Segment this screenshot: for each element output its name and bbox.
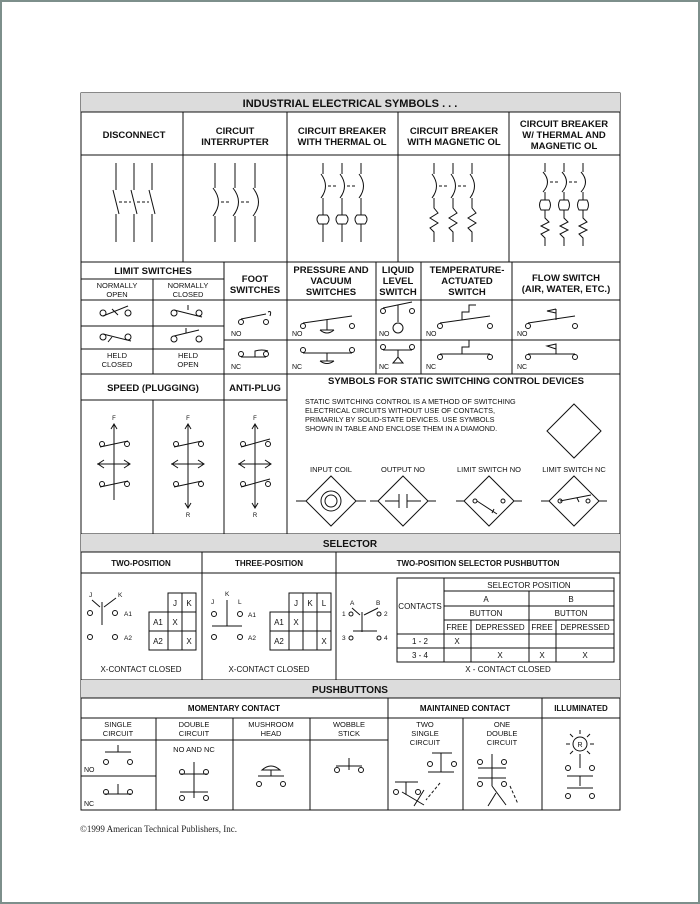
label-k-1: K — [118, 592, 123, 599]
label-one-double-3: CIRCUIT — [486, 738, 518, 747]
pressure-switch-no-symbol — [301, 316, 355, 333]
th-a: A — [483, 595, 489, 604]
label-selector: SELECTOR — [322, 539, 378, 550]
label-3-3: 3 — [342, 635, 346, 642]
limit-switch-held-closed-symbol — [100, 334, 131, 342]
label-double-circuit-1: DOUBLE — [178, 720, 210, 729]
label-two-single-2: SINGLE — [411, 729, 439, 738]
label-circuit-interrupter-1: CIRCUIT — [215, 126, 255, 137]
label-a1-1: A1 — [124, 611, 132, 618]
label-x-contact-closed-1: X-CONTACT CLOSED — [100, 665, 182, 674]
label-three-position: THREE-POSITION — [234, 559, 304, 568]
label-cb-thermal-2: WITH THERMAL OL — [297, 137, 387, 148]
label-liquid-2: LEVEL — [382, 276, 414, 287]
pushbutton-illuminated-symbol — [566, 730, 595, 799]
label-j-1: J — [89, 592, 93, 599]
limit-switch-no-symbol — [100, 306, 131, 316]
label-a-3: A — [350, 600, 355, 607]
label-foot-nc: NC — [231, 364, 242, 371]
label-pb-nc: NC — [84, 801, 95, 808]
speed-plugging-symbol-1 — [97, 416, 130, 500]
static-desc-4: SHOWN IN TABLE AND ENCLOSE THEM IN A DIAMOND. — [305, 424, 498, 433]
label-normally-closed-1: NORMALLY — [167, 281, 209, 290]
flow-switch-nc-symbol — [526, 344, 578, 360]
label-one-double-1: ONE — [493, 720, 511, 729]
label-static-title: SYMBOLS FOR STATIC SWITCHING CONTROL DEVICES — [328, 376, 584, 387]
label-two-single-3: CIRCUIT — [409, 738, 441, 747]
limit-switch-held-open-symbol — [171, 328, 202, 342]
label-normally-open-2: OPEN — [106, 290, 128, 299]
th-depressed-b: DEPRESSED — [560, 623, 610, 632]
label-liquid-1: LIQUID — [381, 265, 415, 276]
label-a1-2: A1 — [248, 612, 256, 619]
label-x-contact-closed-3: X - CONTACT CLOSED — [465, 665, 551, 674]
cell-x-1: X — [172, 618, 178, 627]
pushbutton-mushroom-symbol — [257, 766, 286, 787]
label-mushroom-1: MUSHROOM — [248, 720, 294, 729]
label-cb-magnetic-2: WITH MAGNETIC OL — [407, 137, 501, 148]
label-r-2: R — [185, 513, 191, 519]
label-speed-plugging: SPEED (PLUGGING) — [107, 383, 199, 394]
label-f-3: F — [253, 416, 257, 422]
cell-a1-1: A1 — [153, 618, 163, 627]
copyright-footer: ©1999 American Technical Publishers, Inc. — [80, 824, 238, 834]
label-liquid-3: SWITCH — [379, 287, 417, 298]
label-a2-1: A2 — [124, 635, 132, 642]
cb-thermal-magnetic-symbol — [540, 163, 589, 246]
th-b: B — [568, 595, 574, 604]
label-limit-switches: LIMIT SWITCHES — [114, 266, 192, 277]
pressure-switch-nc-symbol — [301, 348, 355, 364]
cell-a2-1: A2 — [153, 637, 163, 646]
label-r-3: R — [252, 513, 258, 519]
label-normally-open-1: NORMALLY — [96, 281, 138, 290]
label-pressure-1: PRESSURE AND — [293, 265, 369, 276]
td-row-12: 1 - 2 — [411, 637, 429, 646]
pushbutton-two-single-symbol — [394, 753, 457, 806]
cell-j-1: J — [173, 599, 177, 608]
cell-j-2: J — [294, 599, 298, 608]
label-temperature-3: SWITCH — [448, 287, 486, 298]
label-f-2: F — [186, 416, 190, 422]
liquid-level-nc-symbol — [381, 345, 415, 364]
anti-plug-symbol — [238, 416, 271, 519]
selector-pushbutton-symbol — [342, 578, 614, 674]
td-x-12-free-a: X — [454, 637, 460, 646]
label-b-3: B — [376, 600, 381, 607]
th-contacts: CONTACTS — [398, 602, 442, 611]
label-pb-no: NO — [84, 767, 95, 774]
label-x-contact-closed-2: X-CONTACT CLOSED — [228, 665, 310, 674]
th-depressed-a: DEPRESSED — [475, 623, 525, 632]
label-a2-2: A2 — [248, 635, 256, 642]
label-f-1: F — [112, 416, 116, 422]
label-circuit-interrupter-2: INTERRUPTER — [201, 137, 269, 148]
label-no-and-nc: NO AND NC — [173, 745, 215, 754]
limit-switch-nc-symbol — [171, 305, 202, 317]
cell-k-2: K — [307, 599, 313, 608]
label-two-position: TWO-POSITION — [111, 559, 171, 568]
pushbutton-one-double-symbol — [478, 754, 519, 806]
label-cb-thermal-magnetic-2: W/ THERMAL AND — [522, 130, 606, 141]
label-double-circuit-2: CIRCUIT — [178, 729, 210, 738]
static-desc-1: STATIC SWITCHING CONTROL IS A METHOD OF SWITCHING — [305, 397, 516, 406]
cell-l-2: L — [321, 599, 327, 608]
label-maintained: MAINTAINED CONTACT — [419, 704, 511, 713]
label-j-2: J — [211, 599, 215, 606]
static-output-no-symbol — [370, 476, 436, 526]
label-liquid-nc: NC — [379, 364, 390, 371]
td-row-34: 3 - 4 — [411, 651, 429, 660]
cell-x-2: X — [186, 637, 192, 646]
label-input-coil: INPUT COIL — [310, 465, 352, 474]
static-diamond — [547, 404, 601, 458]
label-disconnect: DISCONNECT — [102, 130, 166, 141]
foot-switch-no-symbol — [239, 312, 271, 325]
label-cb-thermal-magnetic-3: MAGNETIC OL — [530, 141, 598, 152]
td-x-34-free-b: X — [539, 651, 545, 660]
label-flow-nc: NC — [517, 364, 528, 371]
label-temperature-nc: NC — [426, 364, 437, 371]
label-foot-no: NO — [231, 331, 242, 338]
label-output-no: OUTPUT NO — [380, 465, 426, 474]
pushbutton-single-no-symbol — [84, 745, 133, 774]
th-button-a: BUTTON — [469, 609, 503, 618]
label-pushbuttons: PUSHBUTTONS — [312, 685, 388, 696]
label-pressure-nc: NC — [292, 364, 303, 371]
temperature-switch-nc-symbol — [438, 340, 493, 360]
label-foot-switches-2: SWITCHES — [229, 285, 281, 296]
cb-thermal-symbol — [317, 163, 367, 242]
label-momentary: MOMENTARY CONTACT — [187, 704, 281, 713]
label-2-3: 2 — [384, 611, 388, 618]
pushbutton-single-nc-symbol — [84, 784, 133, 808]
td-x-34-dep-a: X — [497, 651, 503, 660]
flow-switch-no-symbol — [526, 309, 578, 329]
temperature-switch-no-symbol — [438, 305, 493, 329]
cb-magnetic-symbol — [430, 163, 476, 242]
chart-border — [81, 93, 620, 810]
static-limit-switch-no-symbol — [456, 476, 522, 526]
label-cb-magnetic-1: CIRCUIT BREAKER — [409, 126, 499, 137]
foot-switch-nc-symbol — [239, 350, 269, 357]
label-pressure-no: NO — [292, 331, 303, 338]
cell-k-1: K — [186, 599, 192, 608]
label-normally-closed-2: CLOSED — [172, 290, 204, 299]
label-limit-switch-nc: LIMIT SWITCH NC — [542, 465, 606, 474]
label-flow-no: NO — [517, 331, 528, 338]
label-wobble-2: STICK — [337, 729, 361, 738]
label-pressure-3: SWITCHES — [305, 287, 357, 298]
label-single-circuit-2: CIRCUIT — [102, 729, 134, 738]
th-button-b: BUTTON — [554, 609, 588, 618]
label-l-2: L — [238, 599, 242, 606]
disconnect-symbol — [113, 163, 155, 242]
th-free-b: FREE — [531, 623, 553, 632]
label-limit-switch-no: LIMIT SWITCH NO — [456, 465, 522, 474]
th-free-a: FREE — [446, 623, 468, 632]
two-position-selector-symbol — [88, 592, 197, 674]
label-liquid-no: NO — [379, 331, 390, 338]
cell-a2-2: A2 — [274, 637, 284, 646]
label-temperature-1: TEMPERATURE- — [429, 265, 505, 276]
label-wobble-1: WOBBLE — [332, 720, 366, 729]
pushbutton-wobble-symbol — [335, 758, 364, 773]
label-temperature-2: ACTUATED — [441, 276, 493, 287]
cell-a1-2: A1 — [274, 618, 284, 627]
label-single-circuit-1: SINGLE — [104, 720, 132, 729]
label-two-single-1: TWO — [416, 720, 434, 729]
label-pressure-2: VACUUM — [310, 276, 352, 287]
label-flow-1: FLOW SWITCH — [531, 273, 601, 284]
label-held-open-1: HELD — [177, 351, 199, 360]
static-desc-3: PRIMARILY BY SOLID-STATE DEVICES. USE SYMBOLS — [305, 415, 495, 424]
static-limit-switch-nc-symbol — [541, 476, 607, 526]
liquid-level-no-symbol — [381, 302, 415, 333]
static-desc-2: ELECTRICAL CIRCUITS WITHOUT USE OF CONTACTS, — [305, 406, 496, 415]
td-x-34-dep-b: X — [582, 651, 588, 660]
label-illuminated-r: R — [577, 742, 583, 749]
label-temperature-no: NO — [426, 331, 437, 338]
label-illuminated: ILLUMINATED — [554, 704, 608, 713]
chart-title: INDUSTRIAL ELECTRICAL SYMBOLS . . . — [242, 98, 458, 110]
label-held-open-2: OPEN — [177, 360, 199, 369]
three-position-selector-symbol — [211, 591, 331, 674]
label-held-closed-1: HELD — [106, 351, 128, 360]
label-cb-thermal-magnetic-1: CIRCUIT BREAKER — [519, 119, 609, 130]
speed-plugging-symbol-2 — [171, 416, 204, 519]
label-k-2: K — [225, 591, 230, 598]
label-foot-switches-1: FOOT — [241, 274, 269, 285]
label-one-double-2: DOUBLE — [486, 729, 518, 738]
label-1-3: 1 — [342, 611, 346, 618]
static-input-coil-symbol — [296, 476, 366, 526]
pushbutton-double-symbol — [180, 762, 209, 801]
label-anti-plug: ANTI-PLUG — [229, 383, 281, 394]
th-selector-position: SELECTOR POSITION — [487, 581, 571, 590]
label-4-3: 4 — [384, 635, 388, 642]
label-cb-thermal-1: CIRCUIT BREAKER — [297, 126, 387, 137]
circuit-interrupter-symbol — [213, 163, 259, 242]
cell-x-3: X — [293, 618, 299, 627]
label-mushroom-2: HEAD — [260, 729, 282, 738]
label-two-pos-pushbutton: TWO-POSITION SELECTOR PUSHBUTTON — [396, 559, 560, 568]
cell-x-4: X — [321, 637, 327, 646]
label-held-closed-2: CLOSED — [101, 360, 133, 369]
label-flow-2: (AIR, WATER, ETC.) — [521, 284, 611, 295]
